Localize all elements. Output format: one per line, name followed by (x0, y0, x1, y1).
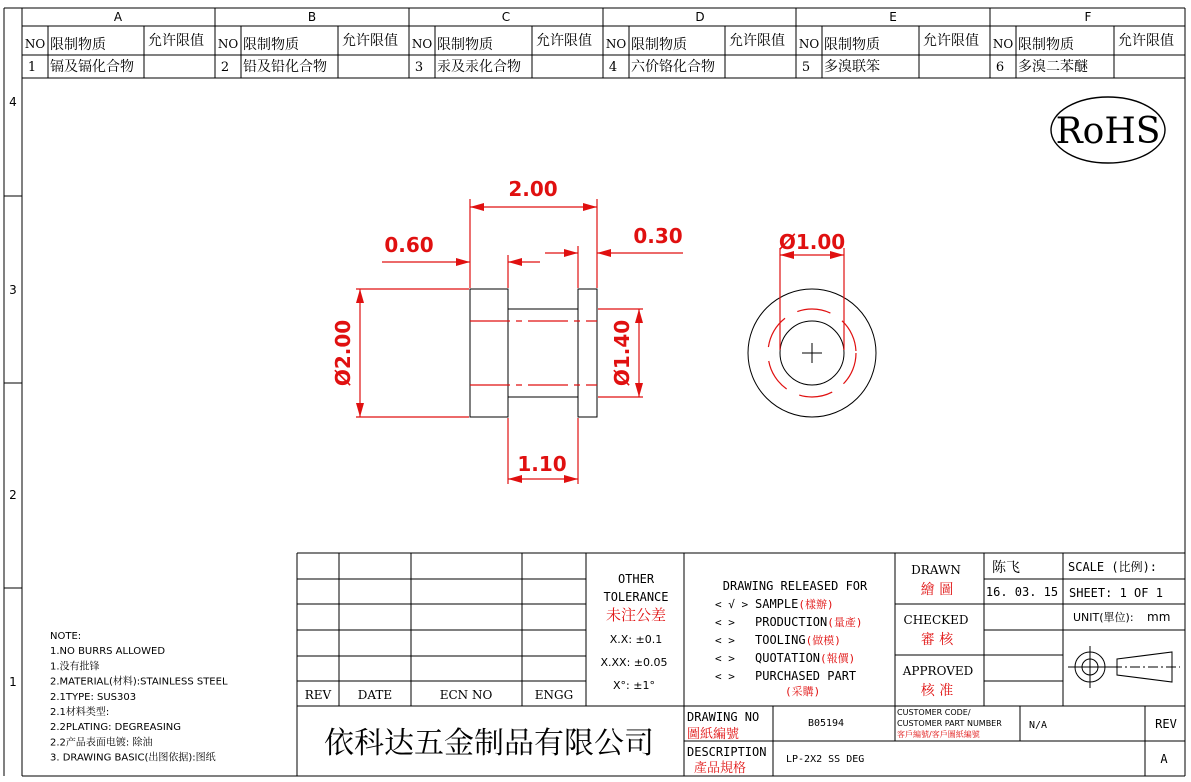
rs-item-name: 多溴联笨 (824, 59, 880, 75)
release-item-en: QUOTATION (755, 651, 821, 665)
drawing-frame (4, 8, 1185, 776)
note-line: 2.2PLATING: DEGREASING (50, 722, 182, 734)
checked-label-cn: 審 核 (920, 632, 954, 648)
customer-block (897, 708, 1047, 739)
drawn-by-name: 陈飞 (992, 560, 1020, 576)
note-line: 3. DRAWING BASIC(出图依据):图纸 (50, 752, 216, 764)
rs-limit-header: 允许限值 (729, 33, 785, 49)
tolerance-title-cn: 未注公差 (605, 606, 667, 624)
unit-label: UNIT(單位): (1073, 611, 1134, 624)
approved-label-cn: 核 准 (920, 683, 954, 699)
company-name: 依科达五金制品有限公司 (324, 726, 654, 761)
rs-item-name: 六价铬化合物 (631, 59, 715, 75)
rs-limit-header: 允许限值 (148, 33, 204, 49)
release-item-cn: (做模) (805, 634, 841, 647)
release-title: DRAWING RELEASED FOR (722, 579, 868, 593)
rs-no-header: NO (992, 37, 1014, 51)
rev-col-header: REV (304, 688, 332, 702)
tolerance-xx: X.X: ±0.1 (609, 633, 663, 646)
release-item-en: PURCHASED PART (755, 669, 857, 683)
rs-no-header: NO (217, 37, 239, 51)
notes-block (50, 631, 228, 764)
dim-label-dia-1-00: Ø1.00 (778, 230, 846, 254)
rs-item-no: 3 (414, 60, 424, 75)
dim-label-dia-1-40: Ø1.40 (610, 319, 634, 387)
drawing-no-label-cn: 圖紙編號 (687, 727, 740, 742)
tolerance-title-2: TOLERANCE (603, 590, 669, 604)
release-item-en: PRODUCTION (755, 615, 828, 629)
release-mark: < > (715, 616, 735, 629)
rs-item-no: 5 (801, 60, 811, 75)
rs-item-no: 2 (220, 60, 230, 75)
customer-label-cn: 客戶編號/客戶圖紙編號 (897, 730, 980, 739)
zone-col-b: B (307, 10, 317, 24)
release-item-cn: (樣辦) (798, 598, 834, 611)
ecn-col-header: ECN NO (439, 688, 493, 702)
release-item-en: SAMPLE (755, 597, 799, 611)
rs-substance-header: 限制物质 (437, 37, 493, 53)
drawn-label-cn: 繪 圖 (920, 582, 954, 598)
release-item-cn: (采購) (785, 685, 821, 698)
scale-block (1068, 559, 1180, 688)
drawing-no-label: DRAWING NO (687, 710, 760, 724)
rs-substance-header: 限制物质 (631, 37, 687, 53)
customer-value: N/A (1029, 720, 1048, 731)
rev-block-label: REV (1155, 717, 1177, 731)
release-mark: < > (715, 652, 735, 665)
rs-substance-header: 限制物质 (243, 37, 299, 53)
release-block (715, 579, 868, 698)
rs-item-no: 6 (995, 60, 1005, 75)
tolerance-xxx: X.XX: ±0.05 (600, 656, 668, 669)
drawn-date: 16. 03. 15 (985, 585, 1059, 599)
checked-label: CHECKED (903, 613, 969, 627)
tolerance-deg: X°: ±1° (613, 679, 655, 692)
tolerance-block (600, 572, 668, 692)
rs-no-header: NO (605, 37, 627, 51)
release-mark: < √ > (715, 598, 749, 611)
drawn-label: DRAWN (911, 563, 961, 577)
dimension-flange-widths (382, 224, 683, 288)
drawing-number-block (687, 710, 844, 742)
date-col-header: DATE (357, 688, 393, 702)
description-label: DESCRIPTION (687, 745, 767, 759)
dimension-diameter-1-40 (598, 309, 643, 397)
release-item-label (755, 669, 856, 698)
rs-limit-header: 允许限值 (342, 33, 398, 49)
rs-item-no: 4 (608, 60, 618, 75)
description-block (687, 745, 864, 776)
rs-item-name: 汞及汞化合物 (437, 59, 521, 75)
dim-label-dia-2-00: Ø2.00 (331, 319, 355, 387)
dim-label-1-10: 1.10 (517, 452, 567, 476)
rs-limit-header: 允许限值 (536, 33, 592, 49)
zone-col-d: D (695, 10, 705, 24)
rs-substance-header: 限制物质 (824, 37, 880, 53)
rs-substance-header: 限制物质 (1018, 37, 1074, 53)
release-mark: < > (715, 670, 735, 683)
dimension-diameter-2-00 (331, 289, 469, 417)
dim-label-0-60: 0.60 (384, 233, 434, 257)
dim-label-2-00: 2.00 (508, 177, 558, 201)
unit-value: mm (1147, 610, 1171, 624)
release-item-label (755, 597, 834, 611)
zone-row-3: 3 (9, 283, 17, 297)
sheet-label: SHEET: 1 OF 1 (1069, 586, 1163, 600)
description-value: LP-2X2 SS DEG (786, 754, 865, 765)
dim-label-0-30: 0.30 (633, 224, 683, 248)
zone-col-c: C (501, 10, 511, 24)
rs-no-header: NO (798, 37, 820, 51)
zone-col-a: A (113, 10, 123, 24)
release-item-cn: (量產) (827, 616, 863, 629)
rs-item-name: 镉及镉化合物 (50, 59, 134, 75)
zone-row-1: 1 (9, 675, 17, 689)
note-line: NOTE: (50, 631, 82, 642)
note-line: 2.2产品表面电镀: 除油 (50, 737, 153, 749)
rs-item-no: 1 (27, 60, 37, 75)
zone-row-2: 2 (9, 488, 17, 502)
rev-block-value: A (1160, 752, 1168, 766)
rs-no-header: NO (411, 37, 433, 51)
note-line: 1.没有批锋 (50, 661, 100, 673)
rs-item-name: 铅及铅化合物 (243, 59, 327, 75)
release-item-label (755, 651, 855, 665)
release-item-label (755, 633, 841, 647)
rs-no-header: NO (24, 37, 46, 51)
release-item-cn: (報價) (820, 652, 856, 665)
customer-code-label: CUSTOMER CODE/ (897, 708, 971, 717)
release-item-label (755, 615, 863, 629)
scale-label: SCALE (比例): (1068, 560, 1158, 574)
rohs-mark (1051, 97, 1165, 163)
drawing-no-value: B05194 (807, 718, 845, 729)
zone-col-f: F (1084, 10, 1092, 24)
rohs-label: RoHS (1055, 111, 1161, 152)
part-end-view (748, 230, 876, 417)
rs-substance-header: 限制物质 (50, 37, 106, 53)
rs-item-name: 多溴二苯醚 (1018, 59, 1088, 75)
note-line: 1.NO BURRS ALLOWED (50, 646, 166, 658)
release-mark: < > (715, 634, 735, 647)
rs-limit-header: 允许限值 (1118, 33, 1174, 49)
note-line: 2.MATERIAL(材料):STAINLESS STEEL (50, 676, 228, 688)
projection-symbol-icon (1068, 646, 1180, 688)
approved-label: APPROVED (902, 664, 974, 678)
restricted-substance-table (22, 26, 1185, 78)
part-side-view (470, 289, 597, 417)
note-line: 2.1TYPE: SUS303 (50, 691, 137, 703)
customer-part-label: CUSTOMER PART NUMBER (897, 719, 1002, 728)
dimension-length-1-10 (508, 418, 578, 484)
release-item-en: TOOLING (755, 633, 806, 647)
tolerance-title-1: OTHER (617, 572, 655, 586)
rs-limit-header: 允许限值 (923, 33, 979, 49)
zone-col-e: E (889, 10, 897, 24)
description-label-cn: 產品規格 (694, 761, 747, 776)
note-line: 2.1材料类型: (50, 707, 110, 718)
engg-col-header: ENGG (534, 688, 574, 702)
zone-row-4: 4 (9, 95, 17, 109)
